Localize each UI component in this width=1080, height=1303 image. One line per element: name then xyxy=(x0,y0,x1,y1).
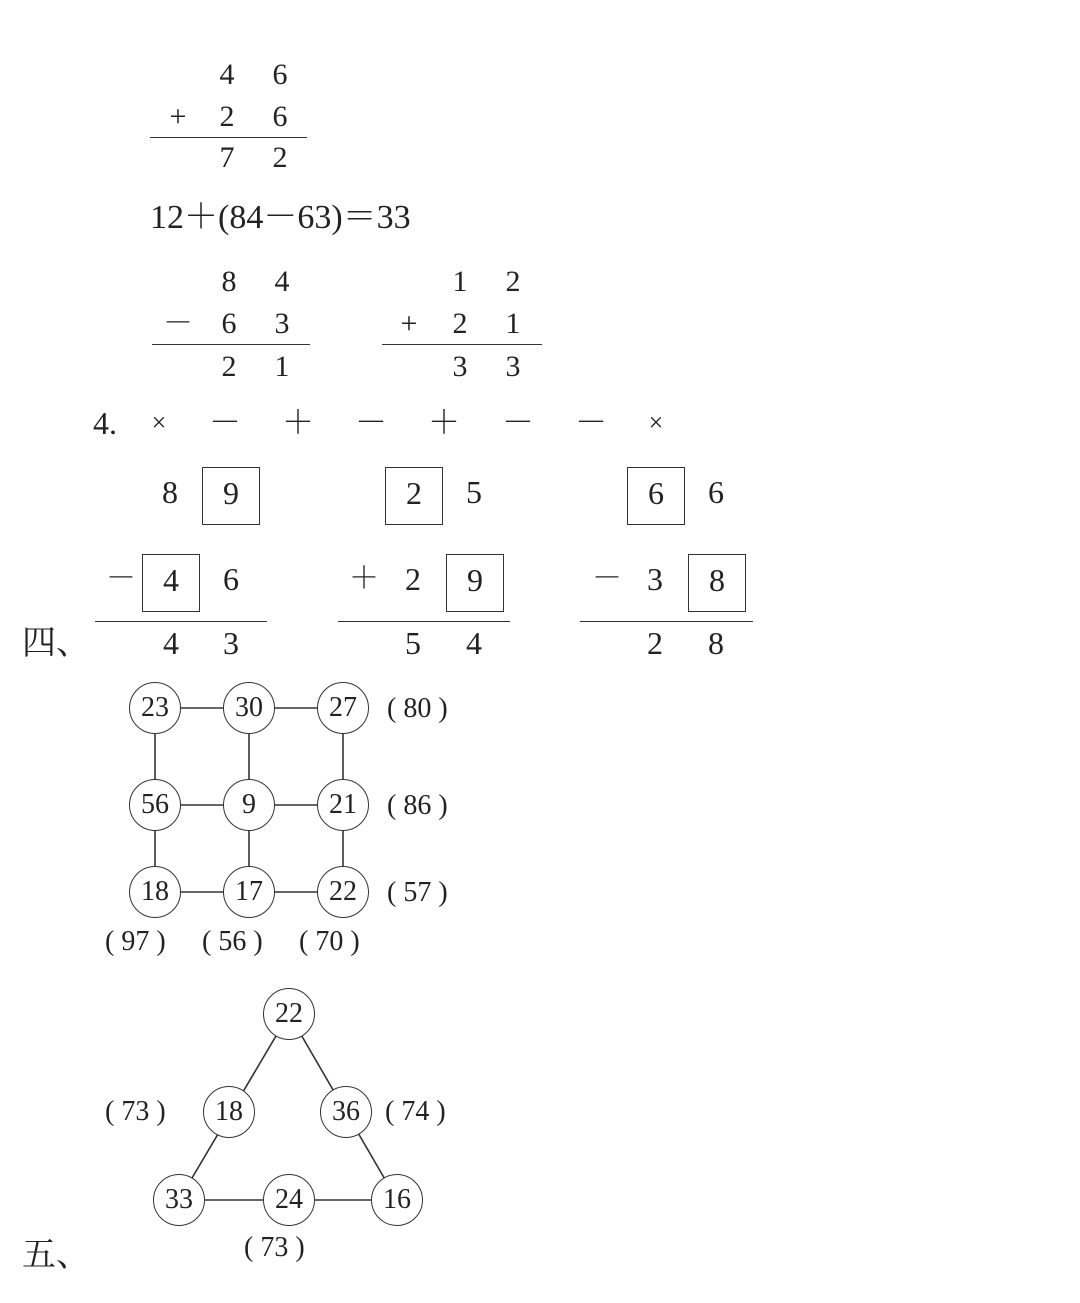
column-sum: ( 97 ) xyxy=(105,926,166,957)
digit: 6 xyxy=(223,561,239,597)
box-digit: 2 xyxy=(406,475,422,511)
mark: － xyxy=(208,404,241,440)
operator: － xyxy=(106,562,136,595)
box-digit: 9 xyxy=(223,475,239,511)
mark: × xyxy=(648,408,664,437)
digit: 2 xyxy=(505,265,521,298)
column-sum: ( 70 ) xyxy=(299,926,360,957)
grid-cell: 56 xyxy=(129,779,181,831)
question-number: 4. xyxy=(93,405,117,441)
mark: ＋ xyxy=(427,404,460,440)
digit: 3 xyxy=(223,625,239,661)
box-digit: 9 xyxy=(467,562,483,598)
row-sum: ( 86 ) xyxy=(387,790,448,821)
grid-cell: 18 xyxy=(129,866,181,918)
triangle-node: 16 xyxy=(371,1174,423,1226)
grid-cell: 21 xyxy=(317,779,369,831)
side-sum-left: ( 73 ) xyxy=(105,1096,166,1127)
operator: + xyxy=(400,307,418,340)
triangle-node: 33 xyxy=(153,1174,205,1226)
section-4-label: 四、 xyxy=(22,623,90,663)
triangle-node: 24 xyxy=(263,1174,315,1226)
digit: 1 xyxy=(505,307,521,340)
section-5-label: 五、 xyxy=(22,1235,90,1275)
digit: 6 xyxy=(221,307,237,340)
grid-cell: 17 xyxy=(223,866,275,918)
result-line xyxy=(382,344,542,345)
mark: － xyxy=(574,404,607,440)
row-sum: ( 80 ) xyxy=(387,693,448,724)
digit: 3 xyxy=(274,307,290,340)
digit: 4 xyxy=(466,625,482,661)
digit: 6 xyxy=(708,474,724,510)
digit: 5 xyxy=(405,625,421,661)
digit: 2 xyxy=(452,307,468,340)
operator: － xyxy=(163,307,193,340)
operator: + xyxy=(169,100,187,133)
digit: 2 xyxy=(272,141,288,174)
result-line xyxy=(152,344,310,345)
triangle-node: 18 xyxy=(203,1086,255,1138)
digit: 2 xyxy=(405,561,421,597)
mark: － xyxy=(501,404,534,440)
grid-cell: 30 xyxy=(223,682,275,734)
digit: 4 xyxy=(163,625,179,661)
mark: × xyxy=(151,408,167,437)
equation: 12＋(84－63)＝33 xyxy=(150,199,411,236)
digit: 2 xyxy=(221,350,237,383)
triangle-node: 36 xyxy=(320,1086,372,1138)
digit: 3 xyxy=(452,350,468,383)
box-digit: 8 xyxy=(709,562,725,598)
digit: 8 xyxy=(708,625,724,661)
operator: － xyxy=(592,562,622,595)
row-sum: ( 57 ) xyxy=(387,877,448,908)
digit: 1 xyxy=(452,265,468,298)
digit: 5 xyxy=(466,474,482,510)
box-digit: 6 xyxy=(648,475,664,511)
digit: 1 xyxy=(274,350,290,383)
side-sum-right: ( 74 ) xyxy=(385,1096,446,1127)
result-line xyxy=(338,621,510,622)
digit: 8 xyxy=(221,265,237,298)
grid-cell: 22 xyxy=(317,866,369,918)
grid-cell: 23 xyxy=(129,682,181,734)
result-line xyxy=(95,621,267,622)
digit: 3 xyxy=(647,561,663,597)
mark: ＋ xyxy=(281,404,314,440)
side-sum-bottom: ( 73 ) xyxy=(244,1232,305,1263)
digit: 6 xyxy=(272,100,288,133)
digit: 4 xyxy=(274,265,290,298)
digit: 2 xyxy=(647,625,663,661)
box-digit: 4 xyxy=(163,562,179,598)
result-line xyxy=(580,621,753,622)
triangle-node: 22 xyxy=(263,988,315,1040)
digit: 7 xyxy=(219,141,235,174)
mark: － xyxy=(354,404,387,440)
grid-cell: 27 xyxy=(317,682,369,734)
operator: ＋ xyxy=(349,562,379,595)
column-sum: ( 56 ) xyxy=(202,926,263,957)
result-line xyxy=(150,137,307,138)
digit: 4 xyxy=(219,58,235,91)
grid-cell: 9 xyxy=(223,779,275,831)
digit: 3 xyxy=(505,350,521,383)
digit: 6 xyxy=(272,58,288,91)
digit: 2 xyxy=(219,100,235,133)
digit: 8 xyxy=(162,474,178,510)
